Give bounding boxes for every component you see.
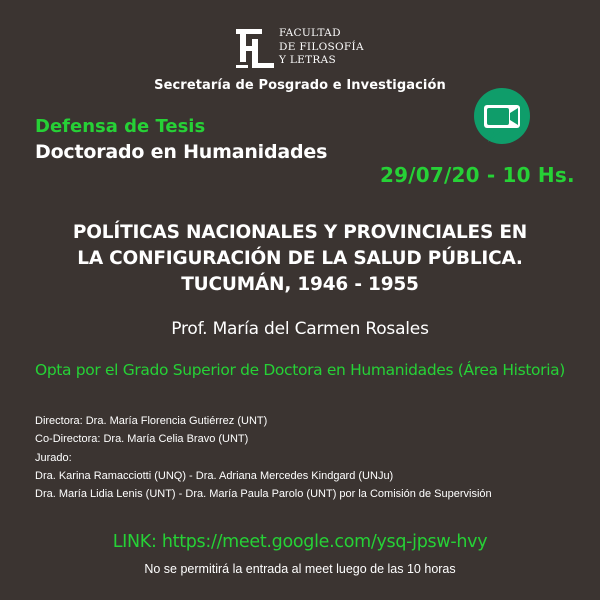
logo-line-1: FACULTAD [279,27,341,39]
logo-text [279,27,364,68]
thesis-title-line-2: LA CONFIGURACIÓN DE LA SALUD PÚBLICA. [77,248,523,269]
jurado-line-2: Dra. María Lidia Lenis (UNT) - Dra. María Paula Parolo (UNT) por la Comisión de Supervisión [35,488,492,501]
jurado-label: Jurado: [35,451,72,464]
faculty-logo [232,25,372,71]
directora-line: Directora: Dra. María Florencia Gutiérrez (UNT) [35,415,268,427]
entry-notice: No se permitirá la entrada al meet luego de las 10 horas [144,562,456,576]
thesis-title-line-3: TUCUMÁN, 1946 - 1955 [181,274,419,295]
meet-link[interactable]: LINK: https://meet.google.com/ysq-jpsw-hvy [112,532,488,552]
doctorado-heading: Doctorado en Humanidades [35,141,328,163]
logo-line-3: Y LETRAS [279,54,336,66]
thesis-title [0,220,600,298]
author-name: Prof. María del Carmen Rosales [171,319,429,339]
committee-list [35,412,492,503]
defensa-heading: Defensa de Tesis [35,116,206,137]
thesis-title-line-1: POLÍTICAS NACIONALES Y PROVINCIALES EN [72,222,528,243]
google-meet-icon[interactable] [470,86,534,150]
logo-line-2: DE FILOSOFÍA [279,40,364,53]
degree-statement: Opta por el Grado Superior de Doctora en Humanidades (Área Historia) [34,361,566,379]
secretaria-subtitle: Secretaría de Posgrado e Investigación [154,78,446,93]
ffyl-logo-mark-icon [232,25,278,71]
codirectora-line: Co-Directora: Dra. María Celia Bravo (UNT) [35,433,249,446]
date-time: 29/07/20 - 10 Hs. [380,163,575,187]
jurado-line-1: Dra. Karina Ramacciotti (UNQ) - Dra. Adriana Mercedes Kindgard (UNJu) [35,469,394,482]
